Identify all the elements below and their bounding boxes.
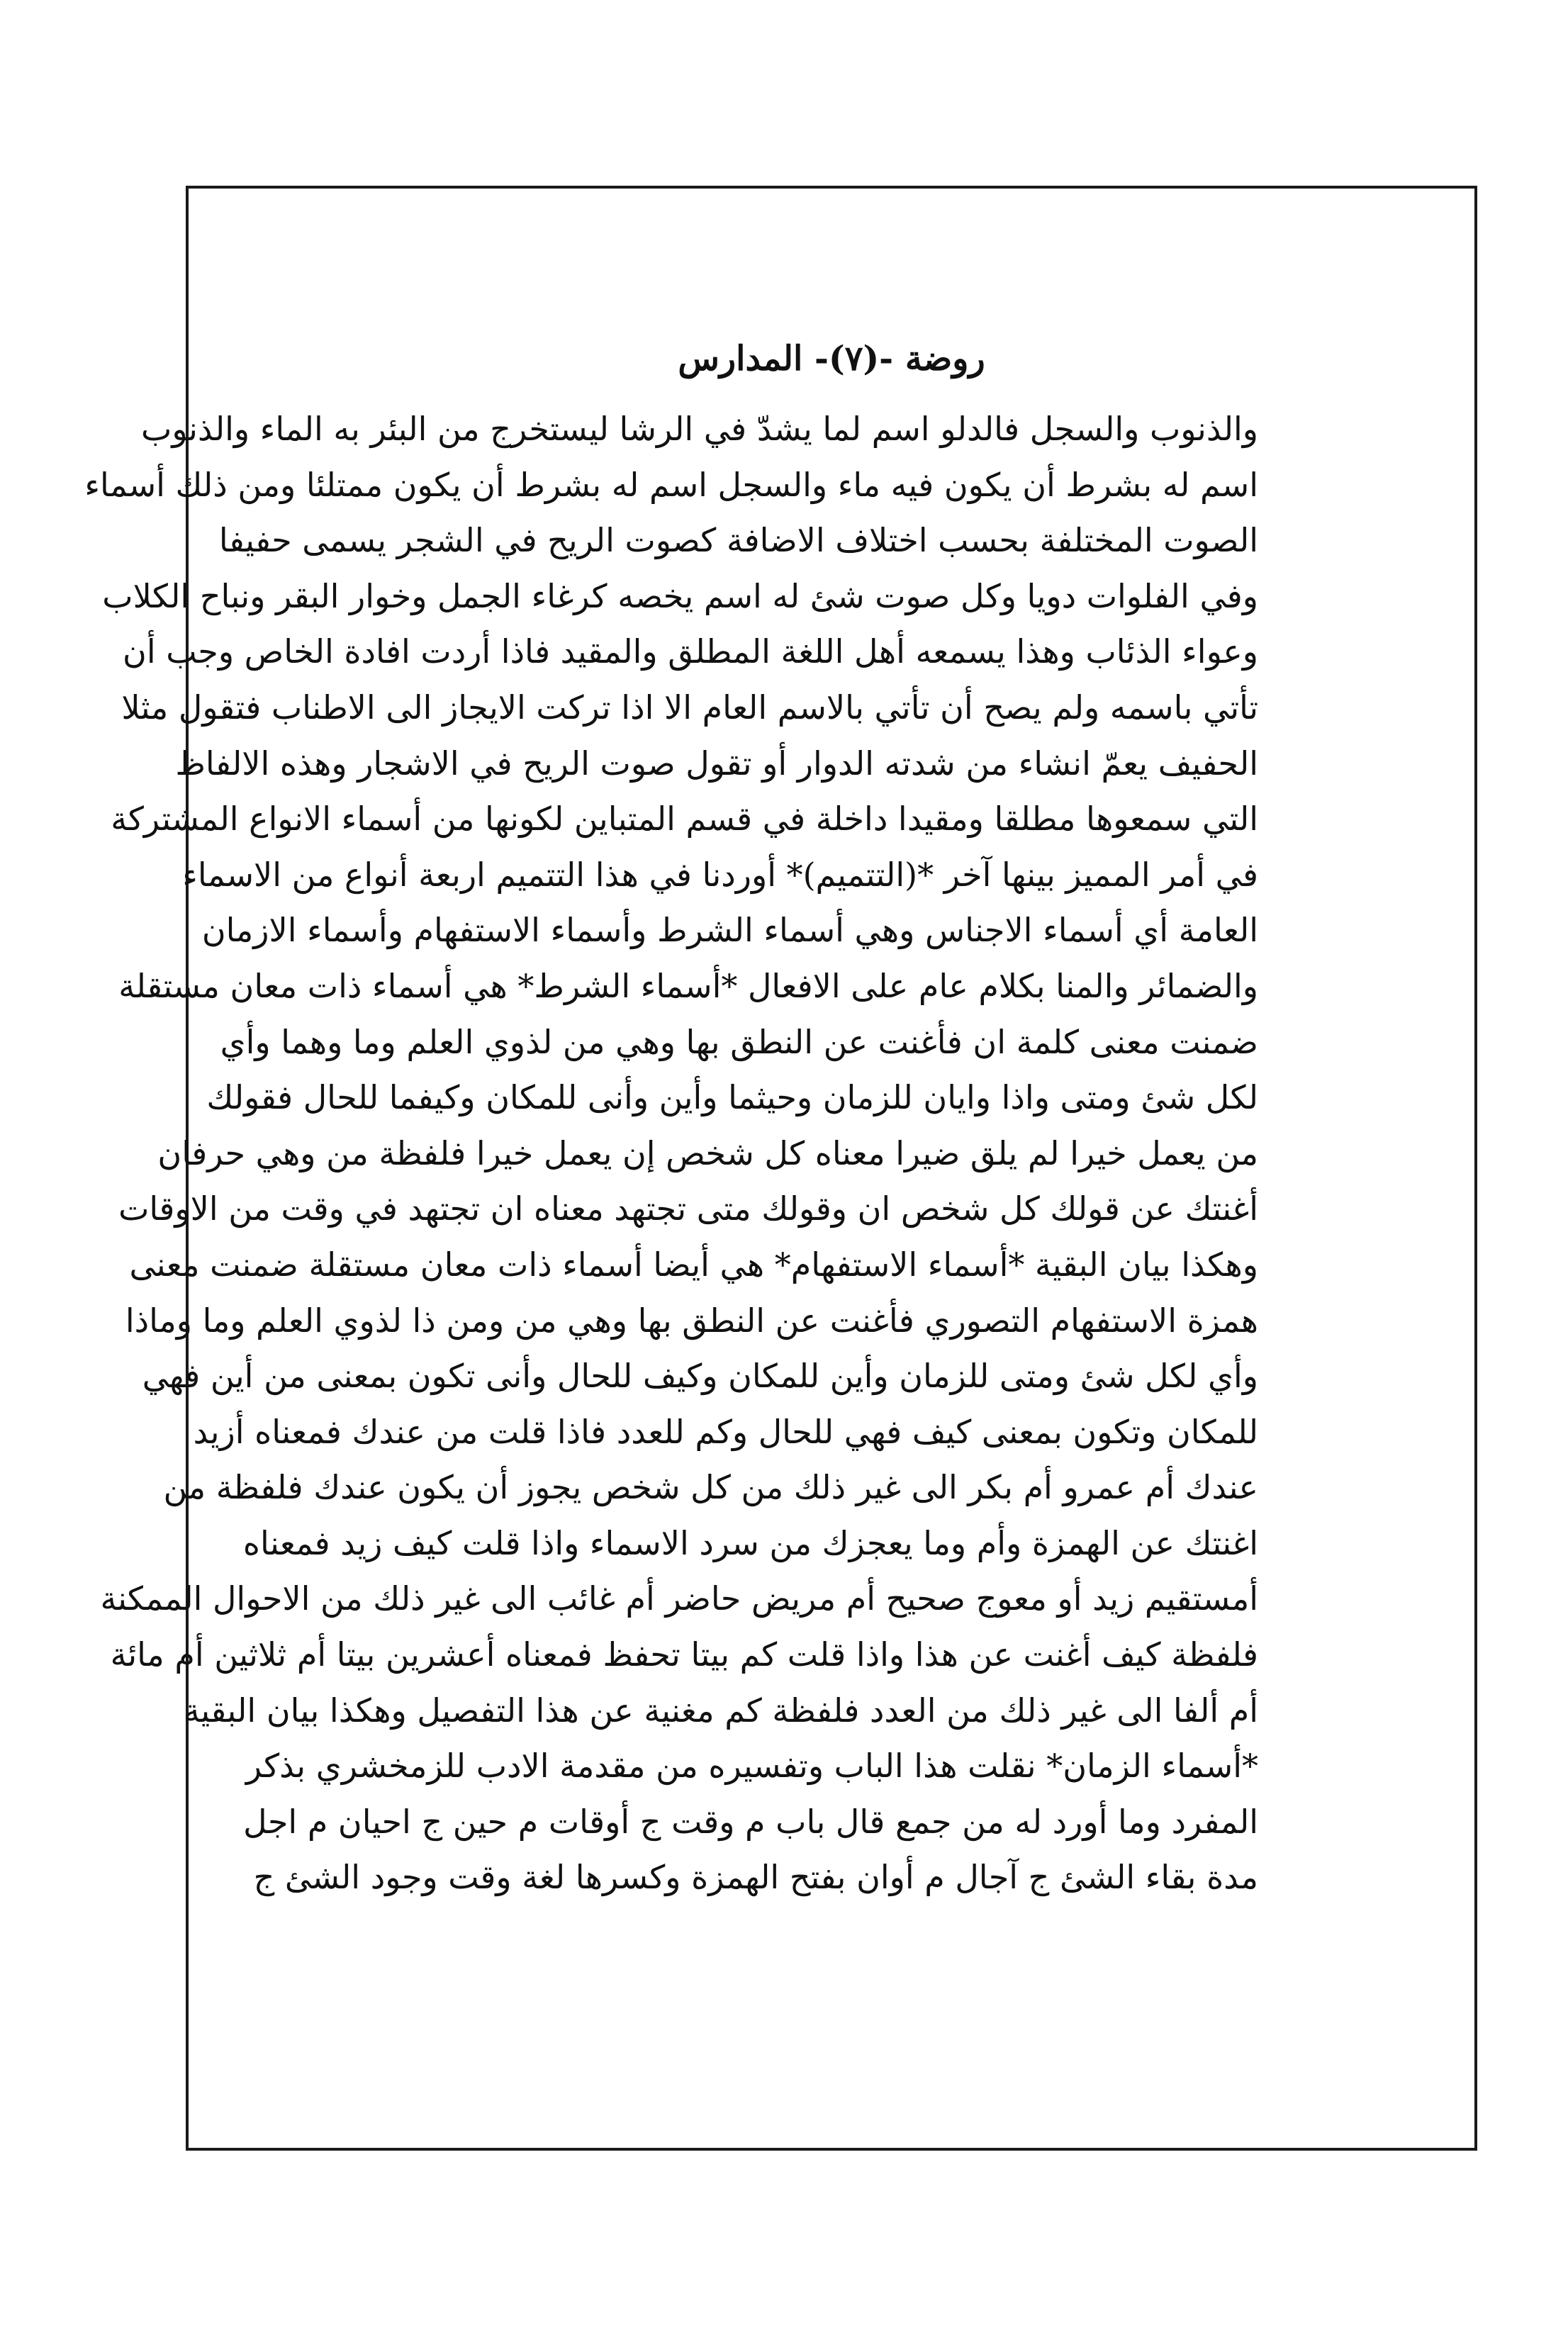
- text-line: اغنتك عن الهمزة وأم وما يعجزك من سرد الاسماء واذا قلت كيف زيد فمعناه: [242, 1523, 1258, 1562]
- text-line: المفرد وما أورد له من جمع قال باب م وقت ج أوقات م حين ج احيان م اجل: [243, 1802, 1258, 1841]
- text-line: اسم له بشرط أن يكون فيه ماء والسجل اسم له بشرط أن يكون ممتلئا ومن ذلك أسماء: [84, 465, 1258, 504]
- text-line: ضمنت معنى كلمة ان فأغنت عن النطق بها وهي من لذوي العلم وما وهما وأي: [220, 1022, 1258, 1061]
- text-line: *أسماء الزمان* نقلت هذا الباب وتفسيره من مقدمة الادب للزمخشري بذكر: [245, 1747, 1258, 1786]
- text-line: العامة أي أسماء الاجناس وهي أسماء الشرط وأسماء الاستفهام وأسماء الازمان: [201, 911, 1258, 950]
- text-line: لكل شئ ومتى واذا وايان للزمان وحيثما وأين وأنى للمكان وكيفما للحال فقولك: [206, 1078, 1258, 1117]
- text-line: الصوت المختلفة بحسب اختلاف الاضافة كصوت الريح في الشجر يسمى حفيفا: [218, 521, 1258, 560]
- text-line: فلفظة كيف أغنت عن هذا واذا قلت كم بيتا تحفظ فمعناه أعشرين بيتا أم ثلاثين أم مائة: [110, 1635, 1258, 1674]
- text-line: في أمر المميز بينها آخر *(التتميم)* أوردنا في هذا التتميم اربعة أنواع من الاسماء: [182, 855, 1258, 894]
- text-line: همزة الاستفهام التصوري فأغنت عن النطق بها وهي من ومن ذا لذوي العلم وما وماذا: [125, 1301, 1258, 1340]
- text-line: وعواء الذئاب وهذا يسمعه أهل اللغة المطلق والمقيد فاذا أردت افادة الخاص وجب أن: [123, 632, 1258, 671]
- text-line: الحفيف يعمّ انشاء من شدته الدوار أو تقول صوت الريح في الاشجار وهذه الالفاظ: [175, 744, 1258, 783]
- text-line: من يعمل خيرا لم يلق ضيرا معناه كل شخص إن يعمل خيرا فلفظة من وهي حرفان: [157, 1133, 1258, 1172]
- text-line: التي سمعوها مطلقا ومقيدا داخلة في قسم المتباين لكونها من أسماء الانواع المشتركة: [111, 800, 1258, 839]
- body-text: [84, 401, 1258, 1897]
- text-line: عندك أم عمرو أم بكر الى غير ذلك من كل شخص يجوز أن يكون عندك فلفظة من: [163, 1468, 1258, 1507]
- text-line: وأي لكل شئ ومتى للزمان وأين للمكان وكيف للحال وأنى تكون بمعنى من أين فهي: [142, 1357, 1258, 1396]
- text-line: وفي الفلوات دويا وكل صوت شئ له اسم يخصه كرغاء الجمل وخوار البقر ونباح الكلاب: [102, 576, 1258, 615]
- text-line: والضمائر والمنا بكلام عام على الافعال *أسماء الشرط* هي أسماء ذات معان مستقلة: [118, 966, 1258, 1005]
- text-line: أمستقيم زيد أو معوج صحيح أم مريض حاضر أم غائب الى غير ذلك من الاحوال الممكنة: [100, 1579, 1258, 1618]
- text-line: للمكان وتكون بمعنى كيف فهي للحال وكم للعدد فاذا قلت من عندك فمعناه أزيد: [193, 1412, 1258, 1451]
- text-line: أغنتك عن قولك كل شخص ان وقولك متى تجتهد معناه ان تجتهد في وقت من الاوقات: [118, 1189, 1258, 1228]
- text-line: والذنوب والسجل فالدلو اسم لما يشدّ في الرشا ليستخرج من البئر به الماء والذنوب: [141, 410, 1258, 448]
- text-line: مدة بقاء الشئ ج آجال م أوان بفتح الهمزة وكسرها لغة وقت وجود الشئ ج: [253, 1858, 1258, 1897]
- text-line: أم ألفا الى غير ذلك من العدد فلفظة كم مغنية عن هذا التفصيل وهكذا بيان البقية: [183, 1691, 1258, 1730]
- page-frame: [84, 186, 1477, 2151]
- text-line: تأتي باسمه ولم يصح أن تأتي بالاسم العام الا اذا تركت الايجاز الى الاطناب فتقول مثلا: [121, 688, 1258, 727]
- page-header: روضة -(٧)- المدارس: [678, 339, 985, 379]
- text-line: وهكذا بيان البقية *أسماء الاستفهام* هي أيضا أسماء ذات معان مستقلة ضمنت معنى: [129, 1245, 1258, 1284]
